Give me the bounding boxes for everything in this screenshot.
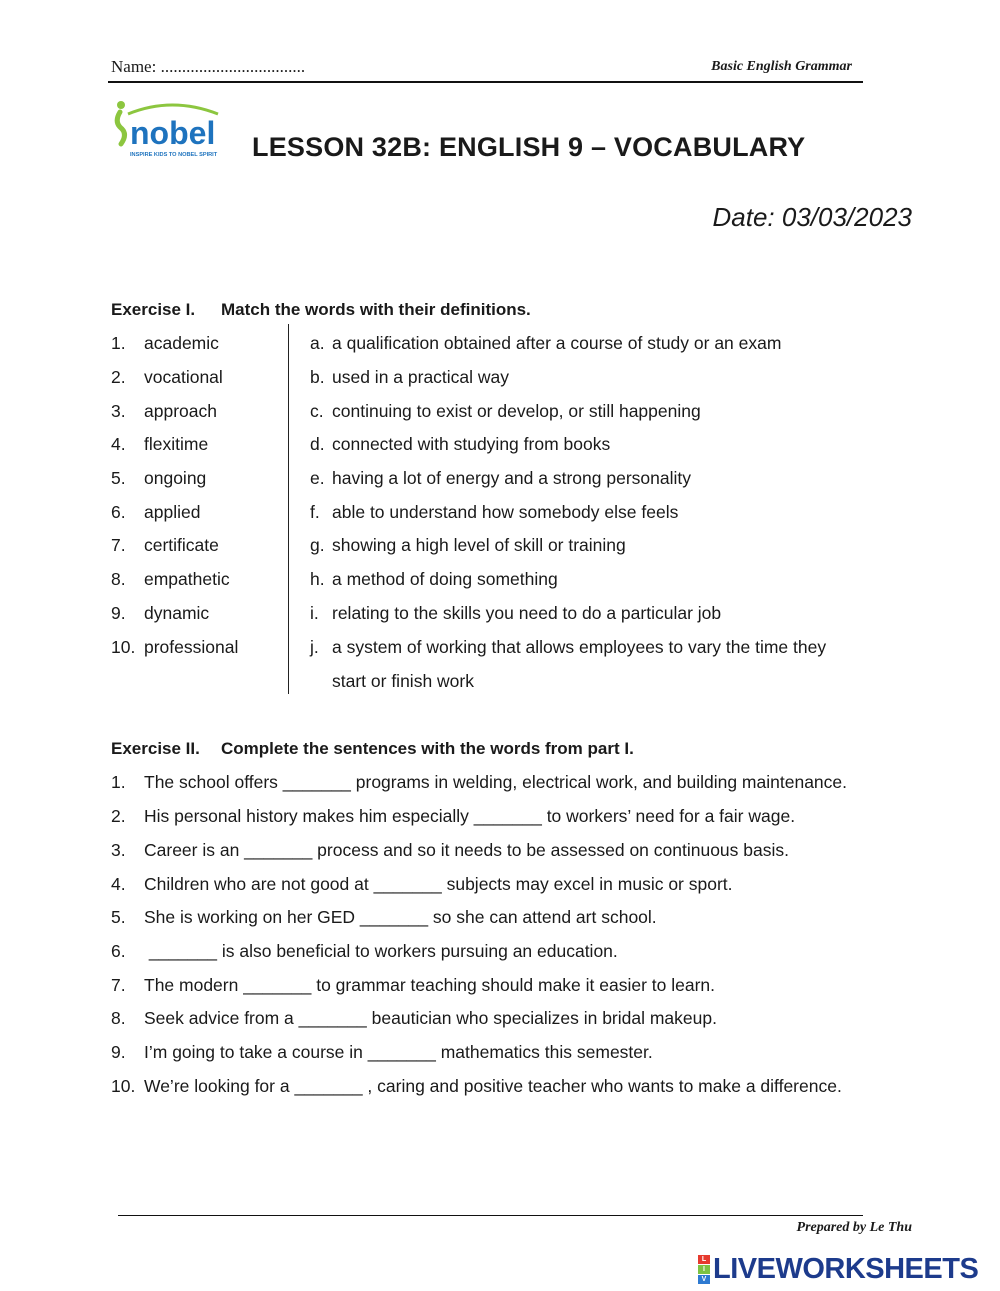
logo-square: L: [698, 1255, 710, 1264]
definition-item: [310, 434, 610, 454]
sentence-number: 7.: [111, 975, 126, 995]
word-text: applied: [144, 502, 201, 522]
definition-letter: d.: [310, 434, 325, 454]
lesson-date: Date: 03/03/2023: [712, 202, 912, 232]
definition-text: having a lot of energy and a strong personality: [332, 468, 691, 488]
sentence-number: 6.: [111, 941, 126, 961]
lesson-title: LESSON 32B: ENGLISH 9 – VOCABULARY: [252, 132, 806, 162]
sentence-text: Children who are not good at _______ subjects may excel in music or sport.: [144, 874, 733, 894]
sentence-number: 2.: [111, 806, 126, 826]
exercise-2-label: Exercise II.: [111, 739, 200, 758]
word-text: ongoing: [144, 468, 207, 488]
svg-text:INSPIRE KIDS TO NOBEL SPIRIT: INSPIRE KIDS TO NOBEL SPIRIT: [130, 152, 218, 158]
definition-item: [310, 401, 701, 421]
liveworksheets-icon: [698, 1255, 710, 1284]
sentence-text: We’re looking for a _______ , caring and positive teacher who wants to make a difference.: [144, 1076, 842, 1096]
sentence-item: [111, 941, 618, 961]
prepared-by: Prepared by Le Thu: [796, 1220, 912, 1235]
sentence-number: 10.: [111, 1076, 136, 1096]
definition-text: able to understand how somebody else feels: [332, 502, 679, 522]
definition-letter: h.: [310, 569, 325, 589]
word-text: empathetic: [144, 569, 230, 589]
liveworksheets-text: LIVEWORKSHEETS: [713, 1252, 979, 1285]
sentence-item: [111, 975, 715, 995]
definition-text: showing a high level of skill or training: [332, 535, 626, 555]
word-item: [111, 603, 209, 623]
definition-letter: j.: [310, 637, 319, 657]
logo-square: I: [698, 1265, 710, 1274]
definition-item: [310, 367, 509, 387]
exercise-2-instruction: Complete the sentences with the words from part I.: [221, 739, 634, 758]
word-number: 5.: [111, 468, 126, 488]
definition-item: [310, 637, 826, 657]
word-text: professional: [144, 637, 239, 657]
sentence-number: 9.: [111, 1042, 126, 1062]
word-number: 7.: [111, 535, 126, 555]
definition-item: [310, 468, 691, 488]
definition-text: a system of working that allows employees to vary the time they: [332, 637, 827, 657]
sentence-item: [111, 840, 789, 860]
word-item: [111, 434, 208, 454]
exercise-1-instruction: Match the words with their definitions.: [221, 300, 531, 319]
word-item: [111, 367, 223, 387]
word-item: [111, 535, 219, 555]
word-number: 1.: [111, 333, 126, 353]
word-number: 3.: [111, 401, 126, 421]
definition-text: connected with studying from books: [332, 434, 611, 454]
definition-item: [310, 569, 558, 589]
word-text: approach: [144, 401, 217, 421]
sentence-number: 3.: [111, 840, 126, 860]
definition-item: [310, 603, 721, 623]
definition-item: [310, 535, 626, 555]
definition-letter: i.: [310, 603, 319, 623]
word-number: 2.: [111, 367, 126, 387]
sentence-text: _______ is also beneficial to workers pursuing an education.: [144, 941, 618, 961]
sentence-item: [111, 1042, 653, 1062]
word-item: [111, 333, 219, 353]
sentence-text: I’m going to take a course in _______ mathematics this semester.: [144, 1042, 653, 1062]
column-divider: [288, 324, 289, 694]
sentence-text: She is working on her GED _______ so she can attend art school.: [144, 907, 657, 927]
word-number: 9.: [111, 603, 126, 623]
word-item: [111, 502, 200, 522]
definition-item: [310, 333, 781, 353]
definition-letter: e.: [310, 468, 325, 488]
exercise-1-label: Exercise I.: [111, 300, 196, 319]
definition-letter: f.: [310, 502, 320, 522]
word-number: 10.: [111, 637, 136, 657]
sentence-item: [111, 1076, 842, 1096]
word-item: [111, 637, 238, 657]
definition-text: used in a practical way: [332, 367, 510, 387]
liveworksheets-watermark: [698, 1252, 978, 1286]
word-number: 6.: [111, 502, 126, 522]
definition-item: [310, 502, 678, 522]
sentence-item: [111, 1008, 717, 1028]
svg-text:nobel: nobel: [130, 115, 216, 151]
definition-text: relating to the skills you need to do a particular job: [332, 603, 722, 623]
course-title: Basic English Grammar: [711, 59, 852, 74]
sentence-text: Career is an _______ process and so it needs to be assessed on continuous basis.: [144, 840, 789, 860]
sentence-item: [111, 874, 733, 894]
sentence-item: [111, 907, 657, 927]
logo-square: V: [698, 1275, 710, 1284]
definition-text: continuing to exist or develop, or still happening: [332, 401, 701, 421]
sentence-text: The school offers _______ programs in welding, electrical work, and building maintenance.: [144, 772, 847, 792]
sentence-text: Seek advice from a _______ beautician who specializes in bridal makeup.: [144, 1008, 717, 1028]
definition-letter: a.: [310, 333, 325, 353]
sentence-number: 1.: [111, 772, 126, 792]
footer-divider: [118, 1215, 863, 1216]
sentence-item: [111, 806, 795, 826]
sentence-number: 4.: [111, 874, 126, 894]
word-number: 8.: [111, 569, 126, 589]
word-item: [111, 401, 217, 421]
definition-letter: b.: [310, 367, 325, 387]
word-text: certificate: [144, 535, 219, 555]
word-text: academic: [144, 333, 219, 353]
sentence-number: 5.: [111, 907, 126, 927]
exercise-2-heading: [111, 739, 634, 759]
name-field-label: Name: ..................................: [111, 57, 306, 76]
definition-letter: c.: [310, 401, 324, 421]
sentence-text: The modern _______ to grammar teaching should make it easier to learn.: [144, 975, 716, 995]
definition-text: a qualification obtained after a course of study or an exam: [332, 333, 782, 353]
sentence-number: 8.: [111, 1008, 126, 1028]
nobel-logo: [112, 100, 224, 162]
definition-text: a method of doing something: [332, 569, 558, 589]
word-text: vocational: [144, 367, 223, 387]
word-text: flexitime: [144, 434, 209, 454]
sentence-text: His personal history makes him especially _______ to workers’ need for a fair wage.: [144, 806, 796, 826]
word-number: 4.: [111, 434, 126, 454]
sentence-item: [111, 772, 847, 792]
exercise-1-heading: [111, 300, 531, 320]
word-item: [111, 569, 230, 589]
definition-continuation: start or finish work: [332, 671, 474, 691]
definition-letter: g.: [310, 535, 325, 555]
word-item: [111, 468, 206, 488]
word-text: dynamic: [144, 603, 210, 623]
header-divider: [108, 81, 863, 83]
